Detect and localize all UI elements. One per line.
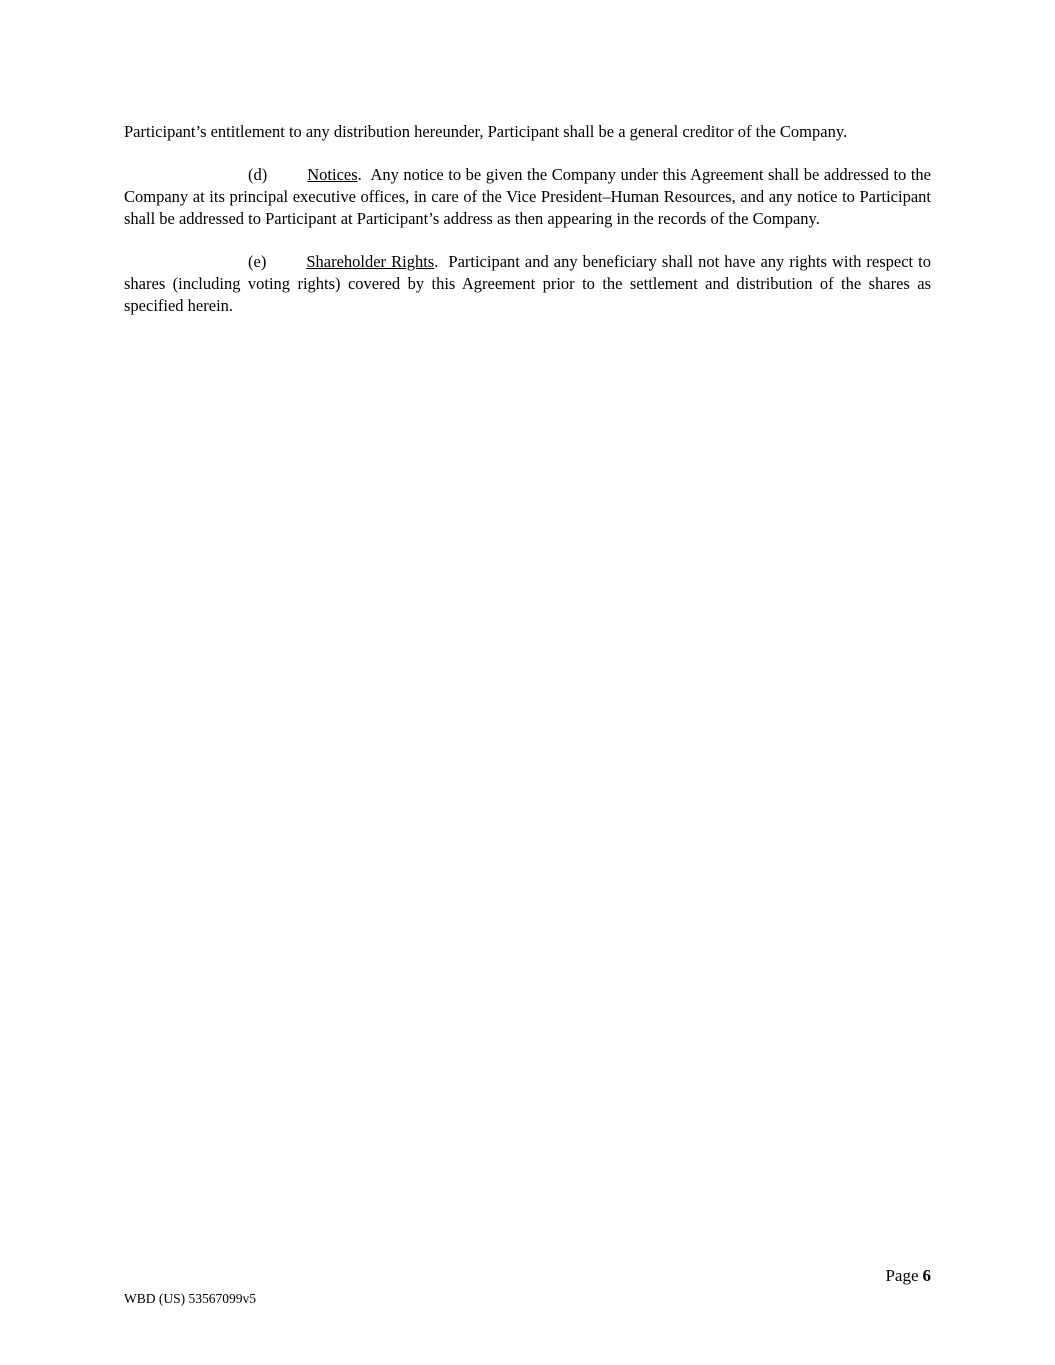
page-number-value: 6 bbox=[922, 1266, 931, 1285]
paragraph-text: Any notice to be given the Company under this Agreement shall be addressed to the Company at its principal executive offices, in care of the Vice President–Human Resources, and any notice to Participant shall be addressed to Participant at Participant’s address as then appearing in the records of the Company. bbox=[124, 165, 931, 228]
document-body bbox=[124, 121, 931, 316]
paragraph-clause-e bbox=[124, 251, 931, 316]
paragraph-text: Participant’s entitlement to any distribution hereunder, Participant shall be a general creditor of the Company. bbox=[124, 122, 848, 141]
page-number-label: Page bbox=[885, 1266, 919, 1285]
clause-label: (e) bbox=[248, 252, 267, 272]
clause-label: (d) bbox=[248, 165, 268, 185]
document-id: WBD (US) 53567099v5 bbox=[124, 1291, 256, 1306]
clause-heading-punct: . bbox=[357, 165, 362, 185]
clause-heading-punct: . bbox=[434, 252, 439, 272]
paragraph-text: Participant and any beneficiary shall not have any rights with respect to shares (including voting rights) covered by this Agreement prior to the settlement and distribution of the shares as specified herein. bbox=[124, 252, 931, 315]
paragraph-clause-d bbox=[124, 164, 931, 229]
paragraph-continuation bbox=[124, 121, 931, 143]
page-number bbox=[885, 1266, 931, 1286]
clause-heading: Notices bbox=[307, 165, 358, 185]
clause-heading: Shareholder Rights bbox=[306, 252, 435, 272]
